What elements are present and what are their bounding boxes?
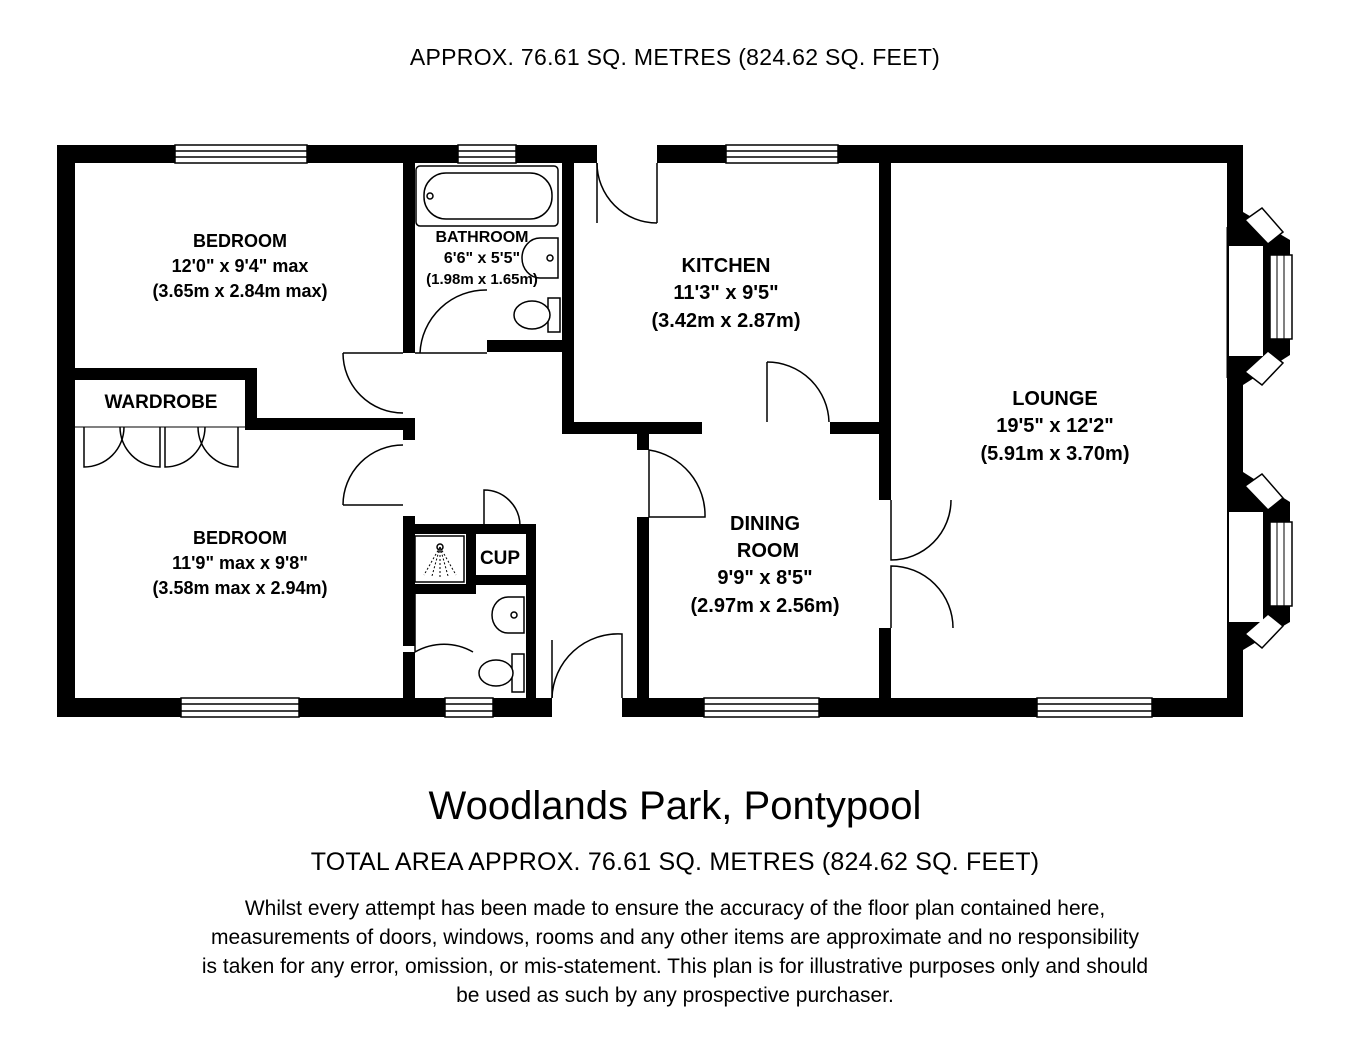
wc-toilet-icon [479, 654, 524, 692]
door-bathroom [415, 290, 487, 353]
wall-kitchen-lounge [879, 163, 891, 500]
outer-wall-right-2 [1227, 378, 1243, 484]
room-size-metric: (2.97m x 2.56m) [690, 595, 840, 617]
room-size-metric: (3.58m max x 2.94m) [152, 578, 328, 598]
room-name-line2: ROOM [736, 540, 800, 562]
disclaimer [100, 894, 1250, 1010]
wall-cup-bottom [466, 575, 536, 585]
wall-wc-right [526, 524, 536, 704]
wall-bedroom2-right-a [403, 516, 415, 646]
outer-wall-right-3 [1227, 636, 1243, 717]
room-bedroom2 [152, 528, 327, 598]
wall-stub [403, 428, 415, 440]
door-front [552, 634, 622, 698]
room-name: KITCHEN [681, 255, 771, 277]
window-dining [704, 698, 819, 717]
room-lounge [981, 388, 1130, 465]
room-name: BEDROOM [193, 528, 287, 548]
room-bathroom [426, 229, 538, 288]
door-front-kitchen [597, 163, 657, 223]
wall-kitchen-left [562, 352, 574, 432]
disclaimer-line: be used as such by any prospective purchaser. [456, 984, 894, 1007]
room-name: CUP [479, 548, 521, 569]
room-name: LOUNGE [1012, 388, 1098, 410]
disclaimer-line: measurements of doors, windows, rooms and any other items are approximate and no responsibility [211, 926, 1139, 949]
room-size-imperial: 9'9" x 8'5" [717, 567, 813, 589]
wall-bedroom2-top [245, 418, 415, 430]
floor-area-heading: APPROX. 76.61 SQ. METRES (824.62 SQ. FEET) [409, 44, 941, 70]
toilet-icon [514, 298, 560, 332]
room-size-metric: (3.65m x 2.84m max) [152, 281, 328, 301]
outer-wall-left [57, 145, 75, 717]
bay-window-lower [1227, 472, 1292, 650]
door-bedroom2 [343, 445, 403, 505]
wall-dining-left-top [637, 432, 649, 450]
wall-kitchen-bottom-left [562, 422, 702, 434]
door-dining-lounge [891, 500, 953, 628]
disclaimer-line: Whilst every attempt has been made to ensure the accuracy of the floor plan contained here, [244, 897, 1106, 920]
room-name: WARDROBE [104, 392, 218, 413]
window-bathroom [458, 145, 516, 163]
wall-dining-lounge [879, 628, 891, 708]
wall-bathroom-right [562, 163, 574, 353]
room-bedroom1 [152, 231, 327, 301]
wall-bedroom-bathroom [403, 163, 415, 353]
room-size-imperial: 12'0" x 9'4" max [171, 256, 309, 276]
room-wardrobe [105, 392, 218, 413]
window-wc [445, 698, 493, 717]
property-title: Woodlands Park, Pontypool [428, 784, 922, 828]
room-name-line1: DINING [730, 513, 800, 535]
room-name: BATHROOM [435, 229, 529, 246]
wc-basin-icon [492, 597, 524, 633]
room-size-metric: (5.91m x 3.70m) [980, 443, 1130, 465]
bath-icon [416, 166, 558, 226]
room-size-metric: (3.42m x 2.87m) [651, 310, 801, 332]
door-dining [649, 450, 705, 517]
window-kitchen [726, 145, 838, 163]
room-cupboard [480, 548, 520, 569]
wardrobe-doors [75, 427, 245, 467]
wall-bedroom1-bottom [57, 368, 257, 380]
shower-tray-icon [415, 536, 464, 582]
room-size-imperial: 6'6" x 5'5" [443, 250, 521, 267]
window-bedroom2 [181, 698, 299, 717]
room-size-imperial: 11'9" max x 9'8" [172, 553, 308, 573]
wall-bathroom-bottom [487, 340, 572, 352]
total-area: TOTAL AREA APPROX. 76.61 SQ. METRES (824.62 SQ. FEET) [310, 848, 1040, 876]
room-size-imperial: 11'3" x 9'5" [673, 282, 779, 304]
disclaimer-line: is taken for any error, omission, or mis-statement. This plan is for illustrative purposes only and should [201, 955, 1149, 978]
room-name: BEDROOM [193, 231, 287, 251]
door-wc [415, 594, 473, 652]
window-lounge-bottom [1037, 698, 1152, 717]
room-size-imperial: 19'5" x 12'2" [996, 415, 1114, 437]
room-dining [691, 513, 840, 617]
wall-cup-top [466, 524, 536, 534]
bay-window-upper [1227, 208, 1292, 385]
door-kitchen-dining [767, 362, 829, 422]
wall-shower-bottom [403, 584, 476, 594]
door-bedroom1 [343, 353, 403, 413]
wall-dining-left [637, 517, 649, 707]
window-bedroom1 [175, 145, 307, 163]
wall-bedroom2-right-b [403, 652, 415, 707]
room-kitchen [652, 255, 801, 332]
room-size-metric: (1.98m x 1.65m) [426, 271, 538, 288]
